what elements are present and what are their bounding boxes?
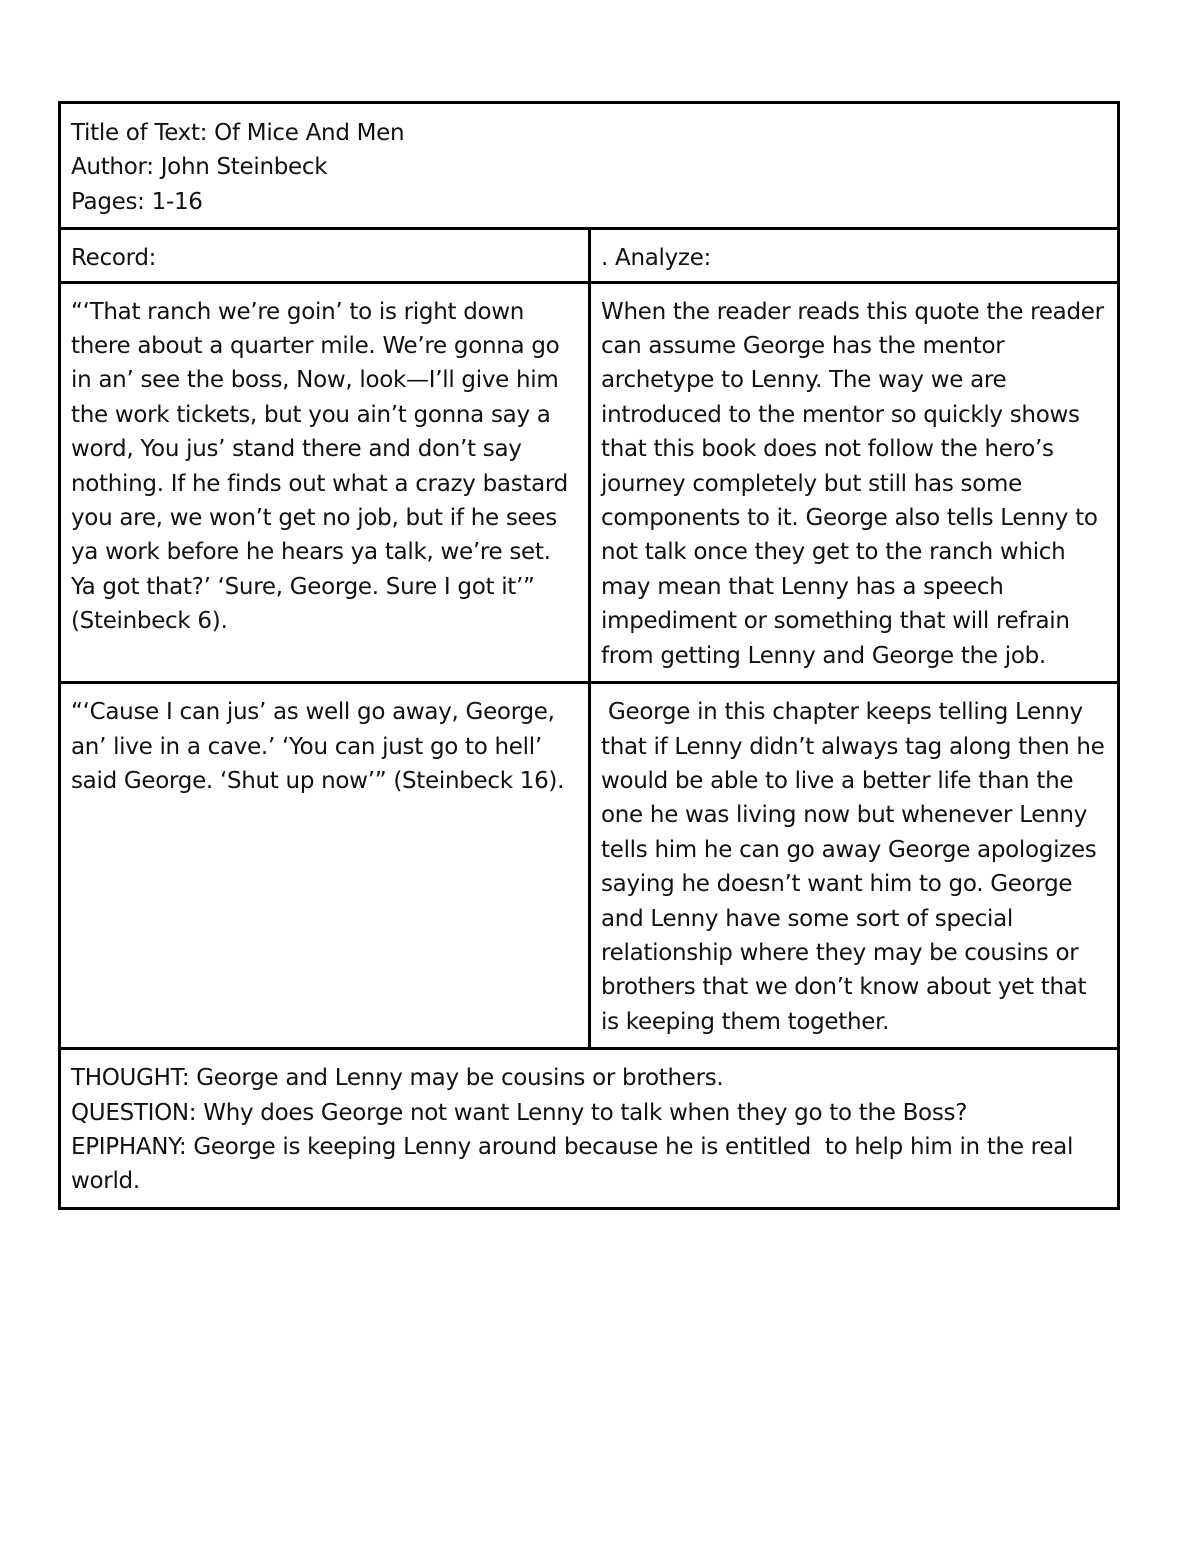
analysis-text: George in this chapter keeps telling Lenny that if Lenny didn’t always tag along then he would be able to live a better life than the one he was living now but whenever Lenny tells him he can go away George apologizes saying he doesn’t want him to go. George and Lenny have some sort of special relationship where they may be cousins or brothers that we don’t know about yet that is keeping them together. [601,699,1112,1035]
record-quote: “‘Cause I can jus’ as well go away, George, an’ live in a cave.’ ‘You can just go to hell’ said George. ‘Shut up now’” (Steinbeck 16). [61,684,591,1047]
author: Author: John Steinbeck [71,154,328,181]
record-label: Record: [61,230,591,280]
record-quote: “‘That ranch we’re goin’ to is right down there about a quarter mile. We’re gonna go in an’ see the boss, Now, look—I’ll give him the work tickets, but you ain’t gonna say a word, You jus’ stand there and don’t say nothing. If he finds out what a crazy bastard you are, we won’t get no job, but if he sees ya work before he hears ya talk, we’re set. Ya got that?’ ‘Sure, George. Sure I got it’” (Steinbeck 6). [61,284,591,681]
question-line: QUESTION: Why does George not want Lenny to talk when they go to the Boss? [71,1099,968,1126]
analyze-label: . Analyze: [601,245,712,272]
epiphany-line: EPIPHANY: George is keeping Lenny around because he is entitled to help him in the real world. [71,1133,1081,1195]
text-info-cell [61,104,1117,227]
reading-log-table [58,101,1120,1210]
analysis-text: When the reader reads this quote the reader can assume George has the mentor archetype to Lenny. The way we are introduced to the mentor so quickly shows that this book does not follow the hero’s journey completely but still has some components to it. George also tells Lenny to not talk once they get to the ranch which may mean that Lenny has a speech impediment or something that will refrain from getting Lenny and George the job. [601,298,1104,669]
reflection-row [61,1047,1117,1207]
reflection-cell [61,1050,1117,1207]
pages: Pages: 1-16 [71,188,203,215]
column-labels-row [61,227,1117,280]
entry-row [61,281,1117,681]
entry-row [61,681,1117,1047]
header-row [61,104,1117,227]
title-of-text: Title of Text: Of Mice And Men [71,120,405,146]
thought-line: THOUGHT: George and Lenny may be cousins or brothers. [71,1065,724,1092]
